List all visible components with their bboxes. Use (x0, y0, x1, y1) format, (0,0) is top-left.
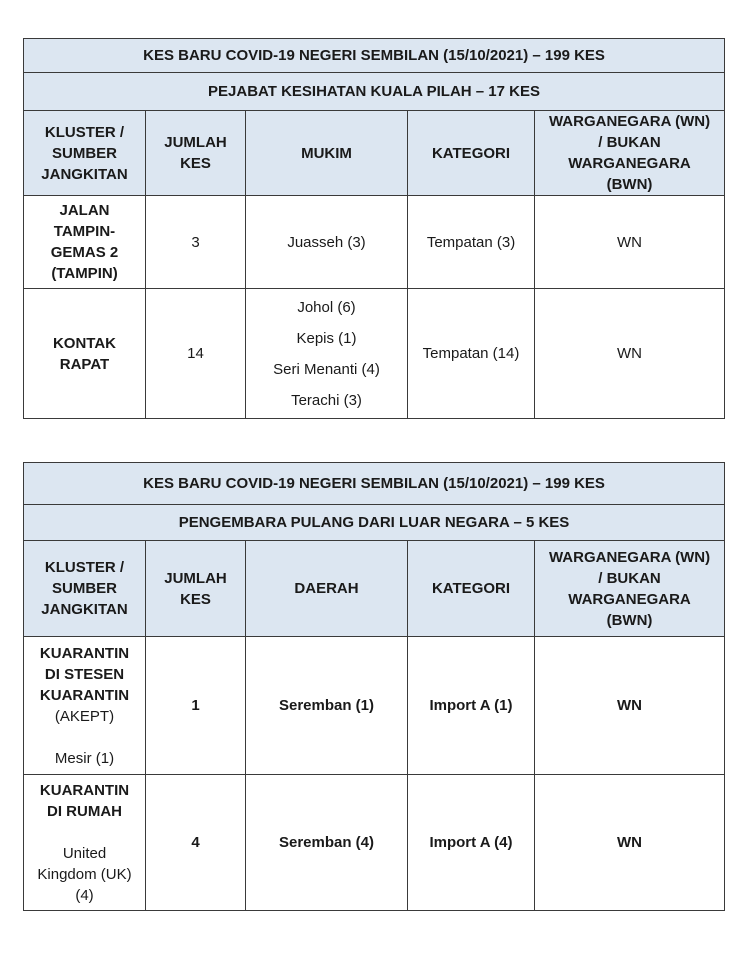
header-kategori: KATEGORI (408, 111, 535, 196)
cell-mukim: Juasseh (3) (246, 196, 408, 289)
header-jumlah-kes: JUMLAH KES (146, 541, 246, 637)
case-table-pengembara (23, 462, 725, 911)
table-row (24, 289, 725, 419)
table-title: KES BARU COVID-19 NEGERI SEMBILAN (15/10/2021) – 199 KES (24, 463, 725, 505)
cell-daerah: Seremban (1) (246, 637, 408, 775)
table-subtitle: PEJABAT KESIHATAN KUALA PILAH – 17 KES (24, 73, 725, 111)
header-warganegara: WARGANEGARA (WN) / BUKAN WARGANEGARA (BWN) (535, 111, 725, 196)
cell-mukim: Johol (6) Kepis (1) Seri Menanti (4) Terachi (3) (246, 289, 408, 419)
table-row (24, 637, 725, 775)
header-daerah: DAERAH (246, 541, 408, 637)
header-mukim: MUKIM (246, 111, 408, 196)
cell-jumlah: 3 (146, 196, 246, 289)
cell-warga: WN (535, 637, 725, 775)
cell-warga: WN (535, 196, 725, 289)
cell-kluster: KONTAK RAPAT (24, 289, 146, 419)
cell-kluster: KUARANTIN DI RUMAH United Kingdom (UK) (4) (24, 775, 146, 911)
header-kategori: KATEGORI (408, 541, 535, 637)
table-title: KES BARU COVID-19 NEGERI SEMBILAN (15/10/2021) – 199 KES (24, 39, 725, 73)
cell-jumlah: 14 (146, 289, 246, 419)
cell-kluster: JALAN TAMPIN- GEMAS 2 (TAMPIN) (24, 196, 146, 289)
cell-kategori: Tempatan (14) (408, 289, 535, 419)
cell-kategori: Import A (4) (408, 775, 535, 911)
cell-kategori: Import A (1) (408, 637, 535, 775)
cell-kluster: KUARANTIN DI STESEN KUARANTIN (AKEPT) Mesir (1) (24, 637, 146, 775)
cell-kategori: Tempatan (3) (408, 196, 535, 289)
header-warganegara: WARGANEGARA (WN) / BUKAN WARGANEGARA (BWN) (535, 541, 725, 637)
header-kluster: KLUSTER / SUMBER JANGKITAN (24, 111, 146, 196)
table-row (24, 775, 725, 911)
header-jumlah-kes: JUMLAH KES (146, 111, 246, 196)
header-kluster: KLUSTER / SUMBER JANGKITAN (24, 541, 146, 637)
cell-jumlah: 1 (146, 637, 246, 775)
table-row (24, 196, 725, 289)
case-table-kuala-pilah (23, 38, 725, 419)
cell-daerah: Seremban (4) (246, 775, 408, 911)
table-subtitle: PENGEMBARA PULANG DARI LUAR NEGARA – 5 KES (24, 505, 725, 541)
cell-jumlah: 4 (146, 775, 246, 911)
cell-warga: WN (535, 775, 725, 911)
cell-warga: WN (535, 289, 725, 419)
